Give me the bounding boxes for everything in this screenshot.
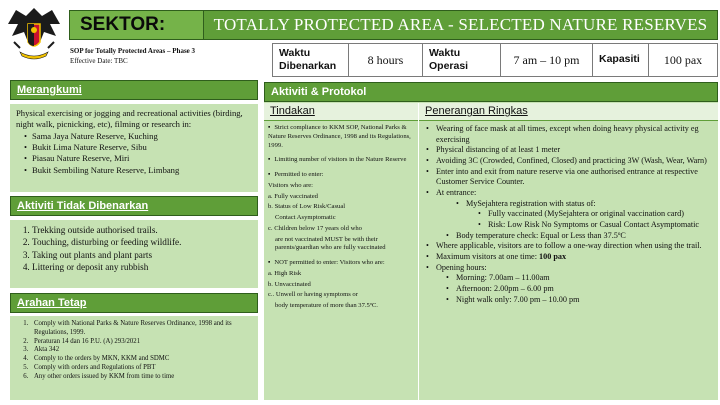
- tidak-dibenarkan-panel: [10, 220, 258, 288]
- tindakan-subitem: b. Unvaccinated: [268, 280, 311, 288]
- waktu-operasi-value: 7 am – 10 pm: [501, 44, 593, 76]
- tindakan-item: ▪ Limiting number of visitors in the Nature Reserve: [268, 156, 416, 165]
- tindakan-subitem: body temperature of more than 37.5ºC.: [275, 302, 378, 310]
- penerangan-subitem: • Risk: Low Risk No Symptoms or Casual Contact Asymptomatic: [424, 220, 714, 231]
- list-item: 2. Touching, disturbing or feeding wildlife.: [32, 236, 252, 248]
- info-row: [272, 43, 718, 77]
- list-item: • Piasau Nature Reserve, Miri: [24, 153, 252, 164]
- penerangan-subitem: • MySejahtera registration with status of:: [424, 199, 714, 210]
- list-item: • Bukit Lima Nature Reserve, Sibu: [24, 142, 252, 153]
- sektor-colon: :: [158, 14, 166, 35]
- list-item: 4. Littering or deposit any rubbish: [32, 261, 252, 273]
- aktiviti-protokol-heading: Aktiviti & Protokol: [264, 82, 718, 102]
- kapasiti-value: 100 pax: [663, 52, 703, 67]
- tindakan-column-header: Tindakan: [264, 103, 418, 121]
- prohibited-activity-list: [16, 224, 252, 274]
- max-visitors-value: 100 pax: [539, 251, 567, 261]
- penerangan-item: • Maximum visitors at one time: 100 pax: [424, 252, 714, 263]
- list-item: 1. Trekking outside authorised trails.: [32, 224, 252, 236]
- penerangan-subitem: • Body temperature check: Equal or Less than 37.5ºC: [424, 231, 714, 242]
- penerangan-subitem: • Morning: 7.00am – 11.00am: [424, 273, 714, 284]
- nature-reserve-list: [16, 131, 252, 176]
- penerangan-subitem: • Night walk only: 7.00 pm – 10.00 pm: [424, 295, 714, 306]
- list-item: 3. Akta 342: [30, 346, 252, 355]
- penerangan-item: • Where applicable, visitors are to follow a one-way direction when using the trail.: [424, 241, 714, 252]
- sarawak-crest-logo: [2, 2, 66, 66]
- effective-date: Effective Date: TBC: [70, 57, 128, 65]
- list-item: 2. Peraturan 14 dan 16 P.U. (A) 293/2021: [30, 338, 252, 347]
- sektor-label: SEKTOR: [80, 14, 159, 35]
- tindakan-column: [268, 124, 416, 317]
- list-item: 3. Taking out plants and plant parts: [32, 249, 252, 261]
- page-title: TOTALLY PROTECTED AREA - SELECTED NATURE RESERVES: [213, 15, 708, 34]
- penerangan-column: [424, 124, 714, 305]
- tindakan-subitem: c.. Unwell or having symptoms or: [268, 291, 358, 299]
- penerangan-item: • Wearing of face mask at all times, except when doing heavy physical activity eg exercising: [424, 124, 714, 145]
- waktu-dibenarkan-value: 8 hours: [349, 44, 423, 76]
- list-item: • Sama Jaya Nature Reserve, Kuching: [24, 131, 252, 142]
- tindakan-item: ▪ Strict compliance to KKM SOP, National Parks & Nature Reserves Ordinance, 1998 and its Regulations, 1999.: [268, 124, 416, 150]
- list-item: 1. Comply with National Parks & Nature Reserves Ordinance, 1998 and its Regulations, 1999.: [30, 320, 252, 338]
- tindakan-subitem: are not vaccinated MUST be with their parents/guardian who are fully vaccinated: [275, 235, 386, 252]
- penerangan-subitem: • Afternoon: 2.00pm – 6.00 pm: [424, 284, 714, 295]
- tindakan-subitem: a. Fully vaccinated: [268, 192, 318, 200]
- penerangan-item: • At entrance:: [424, 188, 714, 199]
- tindakan-subitem: c. Children below 17 years old who: [268, 224, 362, 232]
- tindakan-subitem: Visitors who are:: [268, 181, 314, 189]
- waktu-dibenarkan-label: Waktu Dibenarkan: [273, 44, 349, 76]
- merangkumi-heading: Merangkumi: [10, 80, 258, 100]
- list-item: 4. Comply to the orders by MKN, KKM and SDMC: [30, 355, 252, 364]
- arahan-tetap-panel: [10, 316, 258, 400]
- sektor-label-box: [69, 10, 205, 40]
- list-item: • Bukit Sembiling Nature Reserve, Limbang: [24, 165, 252, 176]
- page-title-bar: [203, 10, 718, 40]
- penerangan-item: • Avoiding 3C (Crowded, Confined, Closed) and practicing 3W (Wash, Wear, Warn): [424, 156, 714, 167]
- penerangan-column-header: Penerangan Ringkas: [419, 103, 718, 121]
- merangkumi-intro: Physical exercising or jogging and recreational activities (birding, night walk, picnicking, etc), filming or research in:: [16, 108, 243, 130]
- tindakan-subitem: Contact Asymptomatic: [275, 214, 336, 222]
- merangkumi-panel: [10, 104, 258, 192]
- tindakan-item: ▪ NOT permitted to enter: Visitors who are:: [268, 259, 416, 268]
- column-divider: [418, 103, 419, 400]
- penerangan-item: • Opening hours:: [424, 263, 714, 274]
- arahan-tetap-heading: Arahan Tetap: [10, 293, 258, 313]
- tidak-dibenarkan-heading: Aktiviti Tidak Dibenarkan: [10, 196, 258, 216]
- penerangan-item: • Enter into and exit from nature reserve via one authorised entrance at respective Customer Service Counter.: [424, 167, 714, 188]
- tindakan-item: ▪ Permitted to enter:: [268, 171, 416, 180]
- list-item: 5. Comply with orders and Regulations of PBT: [30, 364, 252, 373]
- penerangan-subitem: • Fully vaccinated (MySejahtera or original vaccination card): [424, 209, 714, 220]
- kapasiti-label: Kapasiti: [593, 44, 649, 76]
- tindakan-subitem: a. High Risk: [268, 269, 302, 277]
- waktu-operasi-label: Waktu Operasi: [423, 44, 501, 76]
- list-item: 6. Any other orders issued by KKM from time to time: [30, 373, 252, 382]
- penerangan-item: • Physical distancing of at least 1 meter: [424, 145, 714, 156]
- sop-subtitle: SOP for Totally Protected Areas – Phase 3: [70, 47, 196, 55]
- tindakan-subitem: b. Status of Low Risk/Casual: [268, 203, 346, 211]
- standing-orders-list: [16, 320, 252, 382]
